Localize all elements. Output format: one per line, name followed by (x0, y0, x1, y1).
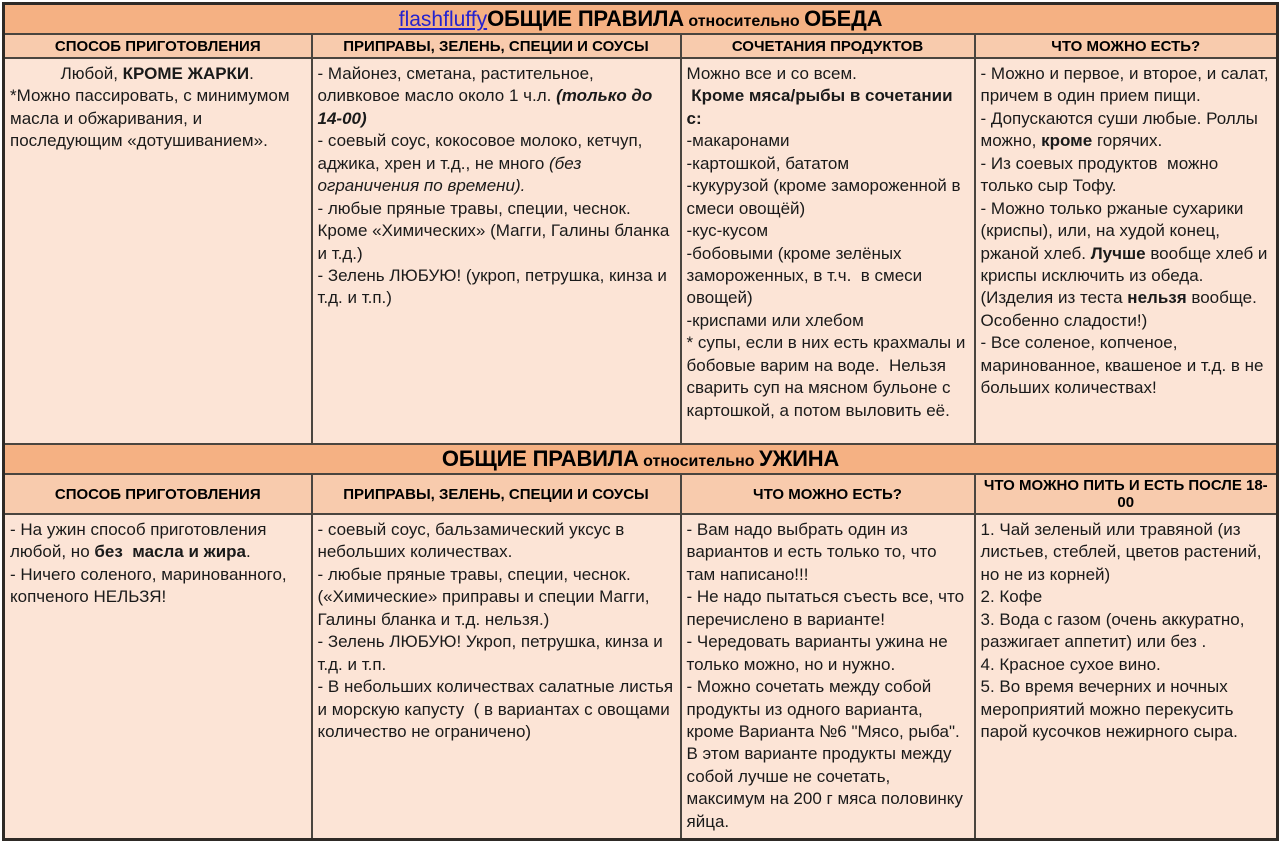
text-run: - Можно и первое, и второе, и салат, причем в один прием пищи. (980, 64, 1269, 106)
paragraph (981, 332, 1271, 399)
dinner-header-what-to-eat: ЧТО МОЖНО ЕСТЬ? (681, 474, 975, 514)
text-run: ОБЩИЕ ПРАВИЛА (487, 6, 684, 31)
lunch-cell-combinations (681, 58, 975, 444)
dinner-header-spices: ПРИПРАВЫ, ЗЕЛЕНЬ, СПЕЦИИ И СОУСЫ (312, 474, 681, 514)
paragraph (318, 198, 674, 265)
text-run: относительно (683, 13, 805, 30)
paragraph (687, 243, 968, 310)
paragraph (318, 564, 674, 631)
text-run: вообще хлеб и криспы исключить из обеда. (Изделия из теста (980, 243, 1268, 308)
lunch-header-combinations: СОЧЕТАНИЯ ПРОДУКТОВ (681, 34, 975, 58)
text-run: - Можно сочетать между собой продукты из одного варианта, кроме Варианта №6 "Мясо, рыба". В этом варианте продукты между собой лучше не сочетать, максимум на 200 г мяса половинку яйца. (686, 677, 963, 831)
text-run: - Все соленое, копченое, маринованное, квашеное и т.д. в не больших количествах! (980, 333, 1264, 398)
paragraph (318, 631, 674, 676)
text-run: . (245, 542, 251, 562)
dinner-cell-drinks-after (975, 514, 1278, 839)
paragraph (318, 265, 674, 310)
text-run: 5. Во время вечерних и ночных мероприятий можно перекусить парой кусочков нежирного сыра. (980, 677, 1238, 741)
text-run: ОБЩИЕ ПРАВИЛА (441, 446, 639, 471)
dinner-title (4, 444, 1278, 474)
dinner-header-drinks-after: ЧТО МОЖНО ПИТЬ И ЕСТЬ ПОСЛЕ 18-00 (975, 474, 1278, 514)
meal-rules-table (2, 2, 1279, 841)
paragraph (10, 63, 305, 85)
text-run: - На ужин способ приготовления любой, но (10, 520, 267, 562)
text-run: Любой, (60, 64, 123, 83)
text-run: - Зелень ЛЮБУЮ! (укроп, петрушка, кинза и т.д. и т.п.) (317, 265, 667, 308)
text-run: - Можно только ржаные сухарики (криспы), или, на худой конец, ржаной хлеб. (980, 198, 1244, 263)
dinner-cell-method (4, 514, 312, 839)
lunch-title (4, 4, 1278, 35)
paragraph (10, 564, 305, 609)
text-run: . (249, 64, 254, 83)
lunch-header-what-to-eat: ЧТО МОЖНО ЕСТЬ? (975, 34, 1278, 58)
paragraph (687, 631, 968, 676)
lunch-body-row (4, 58, 1278, 444)
lunch-cell-spices (312, 58, 681, 444)
paragraph (10, 519, 305, 564)
text-run: * супы, если в них есть крахмалы и бобовые варим на воде. Нельзя сварить суп на мясном бульоне с картошкой, а потом выловить её. (686, 333, 966, 420)
paragraph (981, 63, 1271, 108)
paragraph (981, 153, 1271, 198)
paragraph (318, 519, 674, 564)
text-run: - соевый соус, бальзамический уксус в небольших количествах. (317, 520, 625, 562)
paragraph (981, 108, 1271, 153)
paragraph (687, 153, 968, 175)
text-run: КРОМЕ ЖАРКИ (122, 64, 250, 83)
paragraph (687, 586, 968, 631)
lunch-title-row (4, 4, 1278, 35)
text-run: нельзя (1127, 288, 1187, 308)
text-run: -бобовыми (кроме зелёных замороженных, в т.ч. в смеси овощей) (686, 243, 923, 308)
paragraph (687, 310, 968, 332)
text-run: Можно все и со всем. (686, 64, 857, 83)
text-run: - соевый соус, кокосовое молоко, кетчуп, аджика, хрен и т.д., не много (317, 131, 643, 173)
text-run: УЖИНА (758, 446, 840, 471)
text-run: - Вам надо выбрать один из вариантов и есть только то, что там написано!!! (686, 520, 937, 584)
text-run: -криспами или хлебом (686, 310, 864, 330)
text-run: Кроме мяса/рыбы в сочетании с: (686, 86, 953, 128)
text-run: -картошкой, бататом (686, 153, 850, 173)
dinner-cell-spices (312, 514, 681, 839)
text-run: -кус-кусом (686, 221, 769, 241)
lunch-cell-method (4, 58, 312, 444)
text-run: кроме (1041, 131, 1093, 151)
text-run: - Не надо пытаться съесть все, что перечислено в варианте! (686, 587, 965, 629)
text-run: вообще. Особенно сладости!) (980, 288, 1257, 330)
text-run: 2. Кофе (980, 587, 1043, 607)
paragraph (981, 519, 1271, 586)
lunch-header-spices: ПРИПРАВЫ, ЗЕЛЕНЬ, СПЕЦИИ И СОУСЫ (312, 34, 681, 58)
text-run: - Чередовать варианты ужина не только можно, но и нужно. (686, 632, 948, 674)
paragraph (687, 519, 968, 586)
text-run: относительно (638, 453, 759, 470)
paragraph (981, 609, 1271, 654)
paragraph (981, 654, 1271, 676)
text-run: - В небольших количествах салатные листья и морскую капусту ( в вариантах с овощами количество не ограничено) (317, 677, 674, 741)
paragraph (687, 220, 968, 242)
paragraph (981, 676, 1271, 743)
text-run: - Ничего соленого, маринованного, копченого НЕЛЬЗЯ! (10, 564, 287, 607)
text-run: -макаронами (686, 131, 790, 151)
lunch-header-method: СПОСОБ ПРИГОТОВЛЕНИЯ (4, 34, 312, 58)
paragraph (687, 63, 968, 85)
paragraph (687, 175, 968, 220)
flashfluffy-link[interactable]: flashfluffy (398, 8, 488, 31)
text-run: ОБЕДА (804, 6, 883, 31)
text-run: *Можно пассировать, с минимумом масла и обжаривания, и последующим «дотушиванием». (10, 86, 290, 151)
paragraph (318, 130, 674, 197)
paragraph (687, 676, 968, 833)
dinner-header-row (4, 474, 1278, 514)
text-run: - любые пряные травы, специи, чеснок. («Химические» приправы и специи Магги, Галины бланка и т.д. нельзя.) (317, 564, 650, 629)
text-run: горячих. (1092, 131, 1163, 151)
paragraph (687, 130, 968, 152)
text-run: без масла и жира (94, 542, 246, 562)
dinner-header-method: СПОСОБ ПРИГОТОВЛЕНИЯ (4, 474, 312, 514)
text-run: 4. Красное сухое вино. (980, 654, 1161, 674)
text-run: (без ограничения по времени). (317, 153, 582, 196)
paragraph (687, 332, 968, 422)
paragraph (318, 676, 674, 743)
paragraph (10, 85, 305, 152)
text-run: - Допускаются суши любые. Роллы можно, (980, 108, 1258, 151)
text-run: - Из соевых продуктов можно только сыр Тофу. (980, 153, 1219, 196)
text-run: - Майонез, сметана, растительное, оливковое масло около 1 ч.л. (317, 64, 594, 106)
paragraph (318, 63, 674, 130)
text-run: -кукурузой (кроме замороженной в смеси овощёй) (686, 176, 961, 218)
paragraph (981, 198, 1271, 333)
paragraph (687, 85, 968, 130)
text-run: 1. Чай зеленый или травяной (из листьев, стеблей, цветов растений, но не из корней) (980, 520, 1262, 584)
text-run: 3. Вода с газом (очень аккуратно, разжигает аппетит) или без . (980, 609, 1245, 652)
dinner-cell-what-to-eat (681, 514, 975, 839)
dinner-title-row (4, 444, 1278, 474)
text-run: - любые пряные травы, специи, чеснок. Кроме «Химических» (Магги, Галины бланка и т.д.) (317, 198, 670, 263)
dinner-body-row (4, 514, 1278, 839)
paragraph (981, 586, 1271, 608)
text-run: - Зелень ЛЮБУЮ! Укроп, петрушка, кинза и т.д. и т.п. (317, 632, 663, 674)
lunch-cell-what-to-eat (975, 58, 1278, 444)
text-run: (только до 14-00) (317, 86, 653, 128)
lunch-header-row (4, 34, 1278, 58)
text-run: Лучше (1090, 243, 1146, 263)
